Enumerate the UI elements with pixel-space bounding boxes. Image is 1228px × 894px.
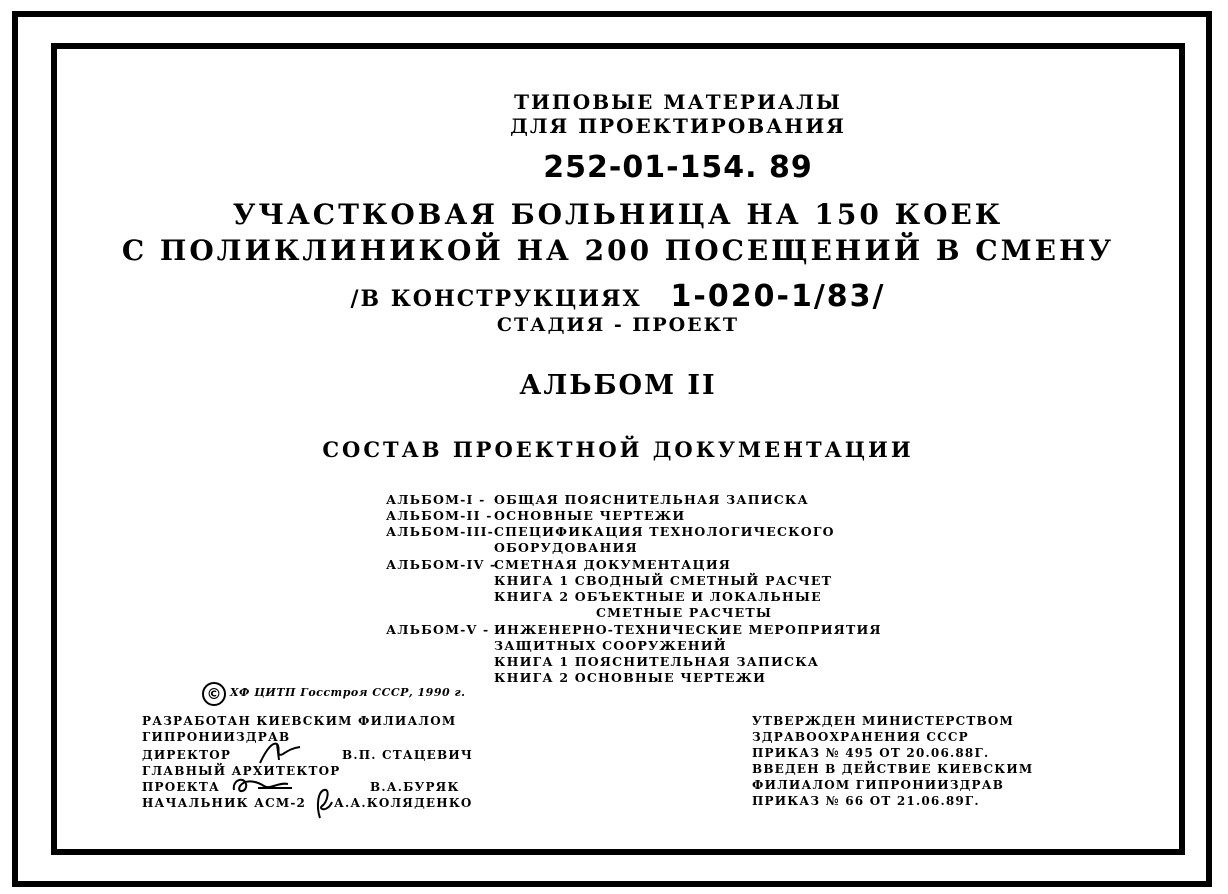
- list-item: ОБОРУДОВАНИЯ: [494, 540, 638, 555]
- header-line2: ДЛЯ ПРОЕКТИРОВАНИЯ: [510, 114, 846, 138]
- list-item: ЗАЩИТНЫХ СООРУЖЕНИЙ: [494, 638, 727, 653]
- approval-line4: ВВЕДЕН В ДЕЙСТВИЕ КИЕВСКИМ: [752, 762, 1034, 776]
- head-name: А.А.КОЛЯДЕНКО: [334, 796, 473, 810]
- list-item: КНИГА 2 ОСНОВНЫЕ ЧЕРТЕЖИ: [494, 670, 767, 685]
- album-title: АЛЬБОМ II: [519, 370, 717, 401]
- construction-prefix: /В КОНСТРУКЦИЯХ: [350, 286, 642, 312]
- composition-title: СОСТАВ ПРОЕКТНОЙ ДОКУМЕНТАЦИИ: [322, 437, 914, 462]
- director-signature: [255, 738, 305, 768]
- list-item: АЛЬБОМ-IV - СМЕТНАЯ ДОКУМЕНТАЦИЯ: [386, 557, 732, 572]
- approval-line2: ЗДРАВООХРАНЕНИЯ СССР: [752, 730, 969, 744]
- list-item: КНИГА 2 ОБЪЕКТНЫЕ И ЛОКАЛЬНЫЕ: [494, 589, 822, 604]
- director-name: В.П. СТАЦЕВИЧ: [342, 748, 474, 762]
- approval-line3: ПРИКАЗ № 495 ОТ 20.06.88Г.: [752, 746, 990, 760]
- head-title: НАЧАЛЬНИК АСМ-2: [142, 796, 307, 810]
- list-item: СМЕТНЫЕ РАСЧЕТЫ: [596, 605, 773, 620]
- developer-line1: РАЗРАБОТАН КИЕВСКИМ ФИЛИАЛОМ: [142, 714, 457, 728]
- list-item: КНИГА 1 СВОДНЫЙ СМЕТНЫЙ РАСЧЕТ: [494, 573, 833, 588]
- list-item: АЛЬБОМ-I - ОБЩАЯ ПОЯСНИТЕЛЬНАЯ ЗАПИСКА: [386, 492, 809, 507]
- approval-line5: ФИЛИАЛОМ ГИПРОНИИЗДРАВ: [752, 778, 1005, 792]
- head-signature: [310, 784, 338, 822]
- list-item: АЛЬБОМ-II - ОСНОВНЫЕ ЧЕРТЕЖИ: [386, 508, 686, 523]
- developer-line2: ГИПРОНИИЗДРАВ: [142, 730, 291, 744]
- stage: СТАДИЯ - ПРОЕКТ: [496, 314, 740, 336]
- title-line1: УЧАСТКОВАЯ БОЛЬНИЦА НА 150 КОЕК: [232, 198, 1004, 231]
- approval-line6: ПРИКАЗ № 66 ОТ 21.06.89Г.: [752, 794, 980, 808]
- architect-name: В.А.БУРЯК: [370, 780, 460, 794]
- architect-title1: ГЛАВНЫЙ АРХИТЕКТОР: [142, 764, 341, 778]
- header-line1: ТИПОВЫЕ МАТЕРИАЛЫ: [514, 90, 842, 114]
- architect-title2: ПРОЕКТА: [142, 780, 220, 794]
- architect-signature: [228, 772, 298, 800]
- approval-line1: УТВЕРЖДЕН МИНИСТЕРСТВОМ: [752, 714, 1014, 728]
- director-title: ДИРЕКТОР: [142, 748, 232, 762]
- title-line2: С ПОЛИКЛИНИКОЙ НА 200 ПОСЕЩЕНИЙ В СМЕНУ: [121, 234, 1115, 267]
- copyright-icon: ©: [202, 682, 226, 706]
- construction-line: [57, 279, 1179, 314]
- project-code: 252-01-154. 89: [543, 150, 813, 185]
- copyright-note: ХФ ЦИТП Госстроя СССР, 1990 г.: [230, 686, 466, 699]
- list-item: АЛЬБОМ-III- СПЕЦИФИКАЦИЯ ТЕХНОЛОГИЧЕСКОГО: [386, 524, 835, 539]
- list-item: КНИГА 1 ПОЯСНИТЕЛЬНАЯ ЗАПИСКА: [494, 654, 820, 669]
- construction-code: 1-020-1/83/: [670, 279, 886, 314]
- list-item: АЛЬБОМ-V - ИНЖЕНЕРНО-ТЕХНИЧЕСКИЕ МЕРОПРИЯТИЯ: [386, 622, 882, 637]
